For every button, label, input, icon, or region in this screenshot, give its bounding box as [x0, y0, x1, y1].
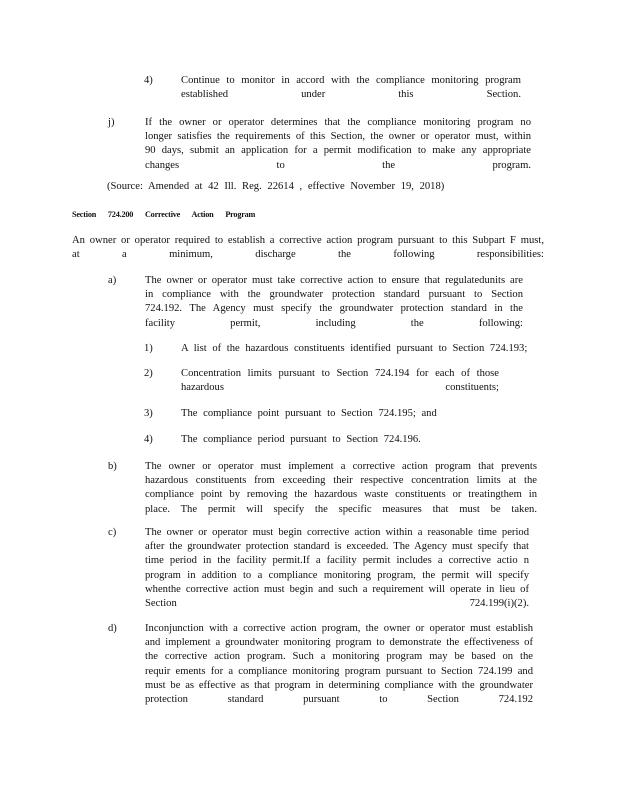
item-text: The compliance point pursuant to Section 724.195; and: [181, 408, 437, 419]
item-text: A list of the hazardous constituents identified pursuant to Section 724.193;: [181, 343, 528, 354]
item-text: The owner or operator must begin corrective action within a reasonable time period after the groundwater protection standard is exceeded. The Agency must specify that time period in the facility permit.If a facility permit includes a corrective actio n program in addition to a compliance monitoring program, the permit will specify whenthe corrective action must begin and such a requirement will operate in lieu of Section 724.199(i)(2).: [145, 527, 529, 610]
item-label: 3): [144, 408, 153, 419]
item-label: j): [108, 117, 115, 128]
item-text: The owner or operator must implement a corrective action program that prevents hazardous constituents from exceeding their respective concentration limits at the compliance point by removing the hazardous waste constituents or treatingthem in place. The permit will specify the specific measures that must be taken.: [145, 461, 537, 515]
item-label: b): [108, 461, 117, 472]
item-label: c): [108, 527, 117, 538]
item-label: 4): [144, 434, 153, 445]
source-note: (Source: Amended at 42 Ill. Reg. 22614 , effective November 19, 2018): [107, 181, 445, 192]
item-text: The compliance period pursuant to Section 724.196.: [181, 434, 421, 445]
item-label: a): [108, 275, 117, 286]
section-heading: Section 724.200 Corrective Action Program: [72, 210, 256, 219]
item-text: Continue to monitor in accord with the compliance monitoring program established under this Section.: [181, 75, 521, 101]
item-label: d): [108, 623, 117, 634]
item-label: 2): [144, 368, 153, 379]
item-label: 1): [144, 343, 153, 354]
item-text: The owner or operator must take corrective action to ensure that regulatedunits are in compliance with the groundwater protection standard pursuant to Section 724.192. The Agency must specify the groundwater protection standard in the facility permit, including the following:: [145, 275, 523, 329]
item-text: If the owner or operator determines that the compliance monitoring program no longer satisfies the requirements of this Section, the owner or operator must, within 90 days, submit an application for a permit modification to make any appropriate changes to the program.: [145, 117, 531, 171]
item-text: Concentration limits pursuant to Section 724.194 for each of those hazardous constituents;: [181, 368, 499, 394]
item-label: 4): [144, 75, 153, 86]
intro-paragraph: An owner or operator required to establish a corrective action program pursuant to this Subpart F must, at a minimum, discharge the following responsibilities:: [72, 235, 544, 261]
item-text: Inconjunction with a corrective action program, the owner or operator must establish and implement a groundwater monitoring program to demonstrate the effectiveness of the corrective action program. Such a monitoring program may be based on the requir ements for a compliance monitoring program pursuant to Section 724.199 and must be as effective as that program in determining compliance with the groundwater protection standard pursuant to Section 724.192: [145, 623, 533, 706]
